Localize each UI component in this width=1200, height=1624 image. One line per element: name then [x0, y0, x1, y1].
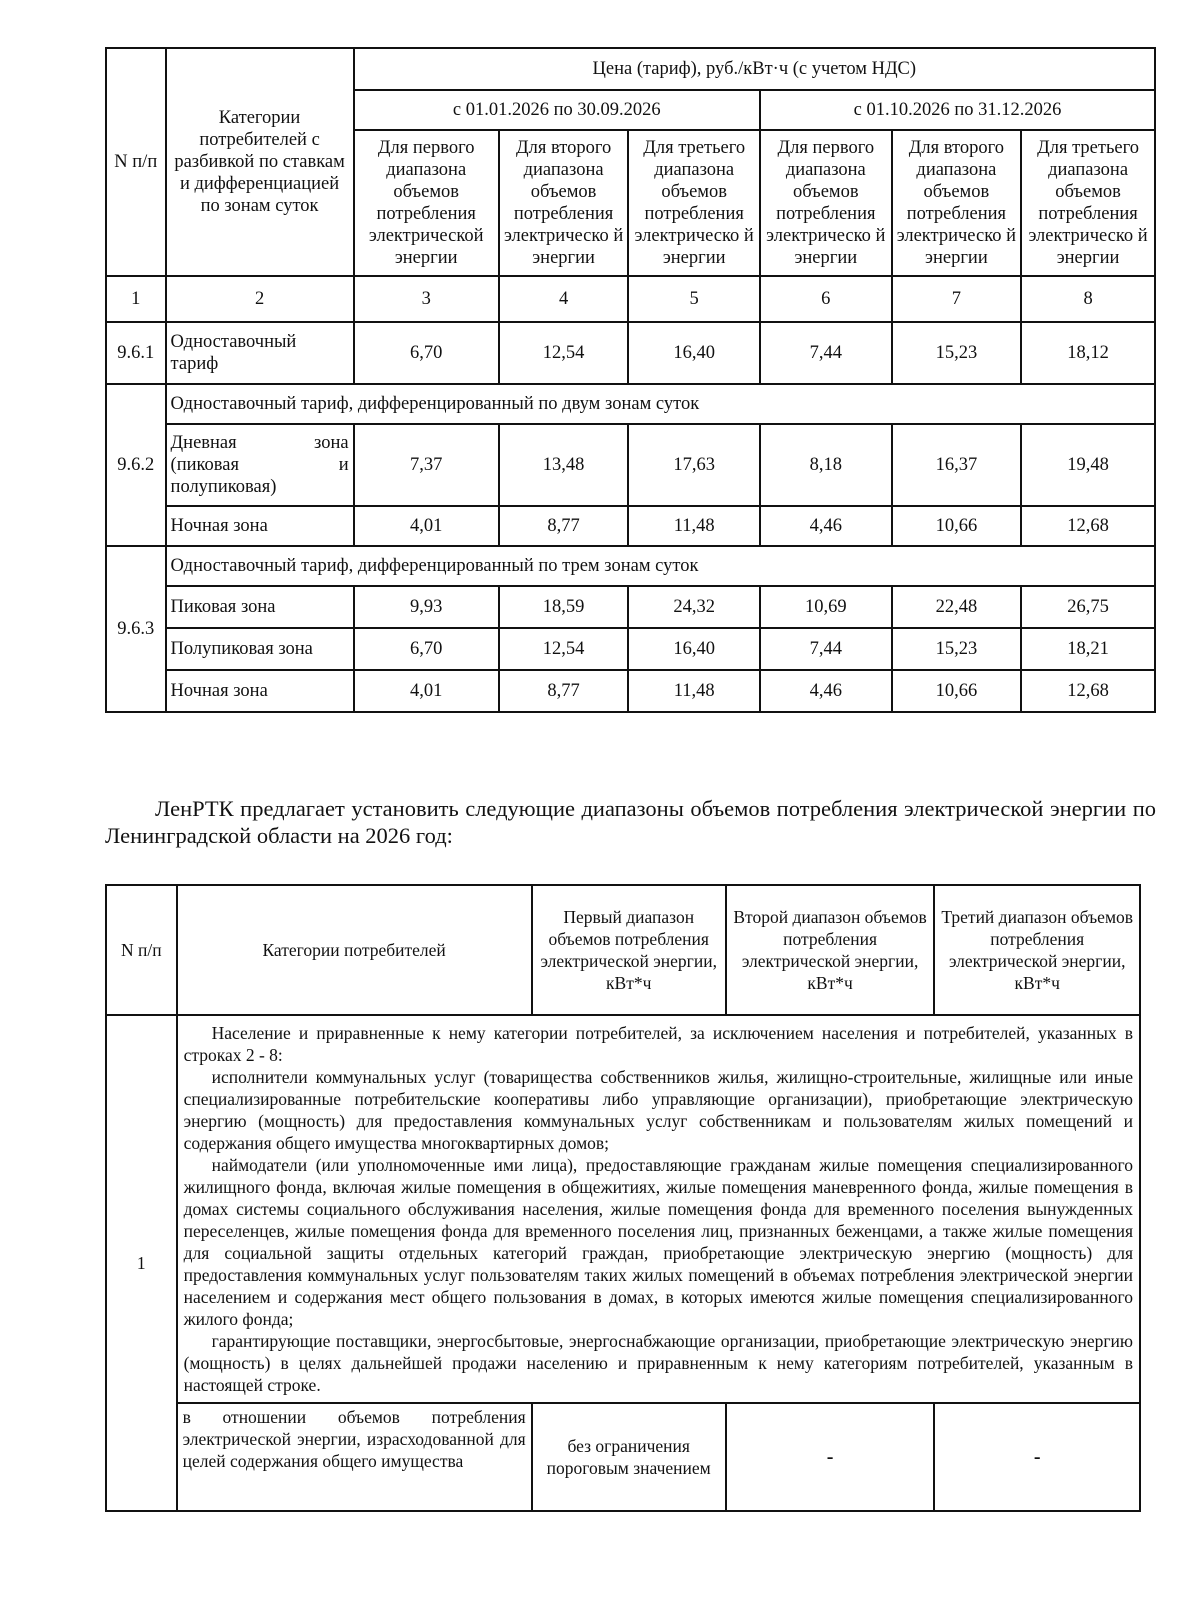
- tariff-value: 10,66: [892, 506, 1022, 546]
- row-number: 9.6.2: [106, 384, 166, 546]
- description-paragraph: Население и приравненные к нему категории потребителей, за исключением населения и потребителей, указанных в строках 2 - 8:: [183, 1023, 1133, 1065]
- row-label: Ночная зона: [166, 506, 354, 546]
- tariff-value: 12,68: [1021, 506, 1155, 546]
- tariff-value: 16,37: [892, 424, 1022, 506]
- row-label: в отношении объемов потребления электрической энергии, израсходованной для целей содержания общего имущества: [177, 1403, 532, 1511]
- tariff-value: 8,18: [760, 424, 892, 506]
- price-header: Цена (тариф), руб./кВт·ч (с учетом НДС): [354, 48, 1155, 90]
- column-index: 2: [166, 276, 354, 322]
- period-header-1: с 01.01.2026 по 30.09.2026: [354, 90, 760, 130]
- first-range-value: без ограничения пороговым значением: [532, 1403, 726, 1511]
- range-column-header: Для третьего диапазона объемов потребления электрическо й энергии: [628, 130, 760, 276]
- row-label: Пиковая зона: [166, 586, 354, 628]
- range-column-header: Для первого диапазона объемов потребления электрическо й энергии: [760, 130, 892, 276]
- tariff-value: 11,48: [628, 506, 760, 546]
- table-subheader-row: [106, 384, 1155, 424]
- column-index: 5: [628, 276, 760, 322]
- consumption-ranges-table: [105, 884, 1141, 1512]
- first-range-header: Первый диапазон объемов потребления электрической энергии, кВт*ч: [532, 885, 726, 1015]
- table-row: [106, 424, 1155, 506]
- third-range-header: Третий диапазон объемов потребления электрической энергии, кВт*ч: [934, 885, 1140, 1015]
- tariff-value: 17,63: [628, 424, 760, 506]
- description-paragraph: наймодатели (или уполномоченные ими лица), предоставляющие гражданам жилые помещения специализированного жилищного фонда, включая жилые помещения в общежитиях, жилые помещения маневренного фонда, жилые помещения в домах системы социального обслуживания населения, жилые помещения фонда для временного поселения вынужденных переселенцев, жилые помещения фонда для временного поселения лиц, признанных беженцами, а также жилые помещения для социальной защиты отдельных категорий граждан, приобретающие электрическую энергию (мощность) для предоставления коммунальных услуг пользователям таких жилых помещений в объемах потребления электрической энергии населением и содержания мест общего пользования в домах, в которых имеются жилые помещения специализированного жилого фонда;: [183, 1155, 1133, 1329]
- tariff-value: 4,46: [760, 670, 892, 712]
- range-column-header: Для второго диапазона объемов потребления электрическо й энергии: [499, 130, 629, 276]
- tariff-value: 8,77: [499, 670, 629, 712]
- tariff-value: 19,48: [1021, 424, 1155, 506]
- category-header: Категории потребителей с разбивкой по ставкам и дифференциацией по зонам суток: [166, 48, 354, 276]
- num-header: N п/п: [106, 885, 177, 1015]
- table-row: [106, 628, 1155, 670]
- tariff-value: 12,54: [499, 628, 629, 670]
- category-description: [177, 1015, 1140, 1403]
- tariff-value: 9,93: [354, 586, 499, 628]
- row-number: 9.6.3: [106, 546, 166, 712]
- tariff-value: 13,48: [499, 424, 629, 506]
- tariff-value: 26,75: [1021, 586, 1155, 628]
- row-label: Ночная зона: [166, 670, 354, 712]
- column-index-row: [106, 276, 1155, 322]
- table-row: [106, 670, 1155, 712]
- table-row: [106, 586, 1155, 628]
- tariff-value: 15,23: [892, 628, 1022, 670]
- second-range-header: Второй диапазон объемов потребления электрической энергии, кВт*ч: [726, 885, 935, 1015]
- third-range-value: -: [934, 1403, 1140, 1511]
- table-row: [106, 1015, 1140, 1403]
- tariff-value: 4,46: [760, 506, 892, 546]
- tariff-value: 12,68: [1021, 670, 1155, 712]
- column-index: 8: [1021, 276, 1155, 322]
- tariff-value: 4,01: [354, 670, 499, 712]
- table-row: [106, 506, 1155, 546]
- tariff-value: 4,01: [354, 506, 499, 546]
- table-row: [106, 1403, 1140, 1511]
- row-number: 1: [106, 1015, 177, 1511]
- range-column-header: Для третьего диапазона объемов потребления электрическо й энергии: [1021, 130, 1155, 276]
- tariff-value: 16,40: [628, 628, 760, 670]
- tariff-value: 15,23: [892, 322, 1022, 384]
- description-paragraph: гарантирующие поставщики, энергосбытовые, энергоснабжающие организации, приобретающие электрическую энергию (мощность) в целях дальнейшей продажи населению и приравненным к нему категориям потребителей, указанным в настоящей строке.: [183, 1331, 1133, 1395]
- intro-paragraph: ЛенРТК предлагает установить следующие диапазоны объемов потребления электрической энергии по Ленинградской области на 2026 год:: [105, 796, 1156, 848]
- column-index: 7: [892, 276, 1022, 322]
- tariff-value: 6,70: [354, 322, 499, 384]
- tariff-value: 6,70: [354, 628, 499, 670]
- tariff-value: 16,40: [628, 322, 760, 384]
- column-index: 4: [499, 276, 629, 322]
- tariff-value: 18,59: [499, 586, 629, 628]
- num-header: N п/п: [106, 48, 166, 276]
- category-header: Категории потребителей: [177, 885, 532, 1015]
- tariff-table: [105, 47, 1156, 713]
- tariff-value: 7,37: [354, 424, 499, 506]
- column-index: 1: [106, 276, 166, 322]
- description-paragraph: исполнители коммунальных услуг (товарищества собственников жилья, жилищно-строительные, жилищные или иные специализированные потребительские кооперативы либо управляющие организации), приобретающие электрическую энергию (мощность) для предоставления коммунальных услуг собственникам и пользователям жилых помещений и содержания общего имущества многоквартирных домов;: [183, 1067, 1133, 1153]
- tariff-value: 8,77: [499, 506, 629, 546]
- table-subheader-row: [106, 546, 1155, 586]
- range-column-header: Для второго диапазона объемов потребления электрическо й энергии: [892, 130, 1022, 276]
- tariff-value: 22,48: [892, 586, 1022, 628]
- table-header-row: [106, 885, 1140, 1015]
- row-label: Полупиковая зона: [166, 628, 354, 670]
- second-range-value: -: [726, 1403, 935, 1511]
- tariff-value: 7,44: [760, 628, 892, 670]
- row-number: 9.6.1: [106, 322, 166, 384]
- table-row: [106, 322, 1155, 384]
- tariff-value: 18,21: [1021, 628, 1155, 670]
- tariff-value: 10,69: [760, 586, 892, 628]
- row-subheader: Одноставочный тариф, дифференцированный по двум зонам суток: [166, 384, 1155, 424]
- column-index: 3: [354, 276, 499, 322]
- row-subheader: Одноставочный тариф, дифференцированный по трем зонам суток: [166, 546, 1155, 586]
- tariff-value: 11,48: [628, 670, 760, 712]
- row-label: Дневная зона (пиковая и полупиковая): [166, 424, 354, 506]
- row-label: Одноставочный тариф: [166, 322, 354, 384]
- column-index: 6: [760, 276, 892, 322]
- tariff-value: 10,66: [892, 670, 1022, 712]
- tariff-value: 12,54: [499, 322, 629, 384]
- period-header-2: с 01.10.2026 по 31.12.2026: [760, 90, 1155, 130]
- tariff-value: 7,44: [760, 322, 892, 384]
- tariff-value: 24,32: [628, 586, 760, 628]
- tariff-value: 18,12: [1021, 322, 1155, 384]
- range-column-header: Для первого диапазона объемов потребления электрической энергии: [354, 130, 499, 276]
